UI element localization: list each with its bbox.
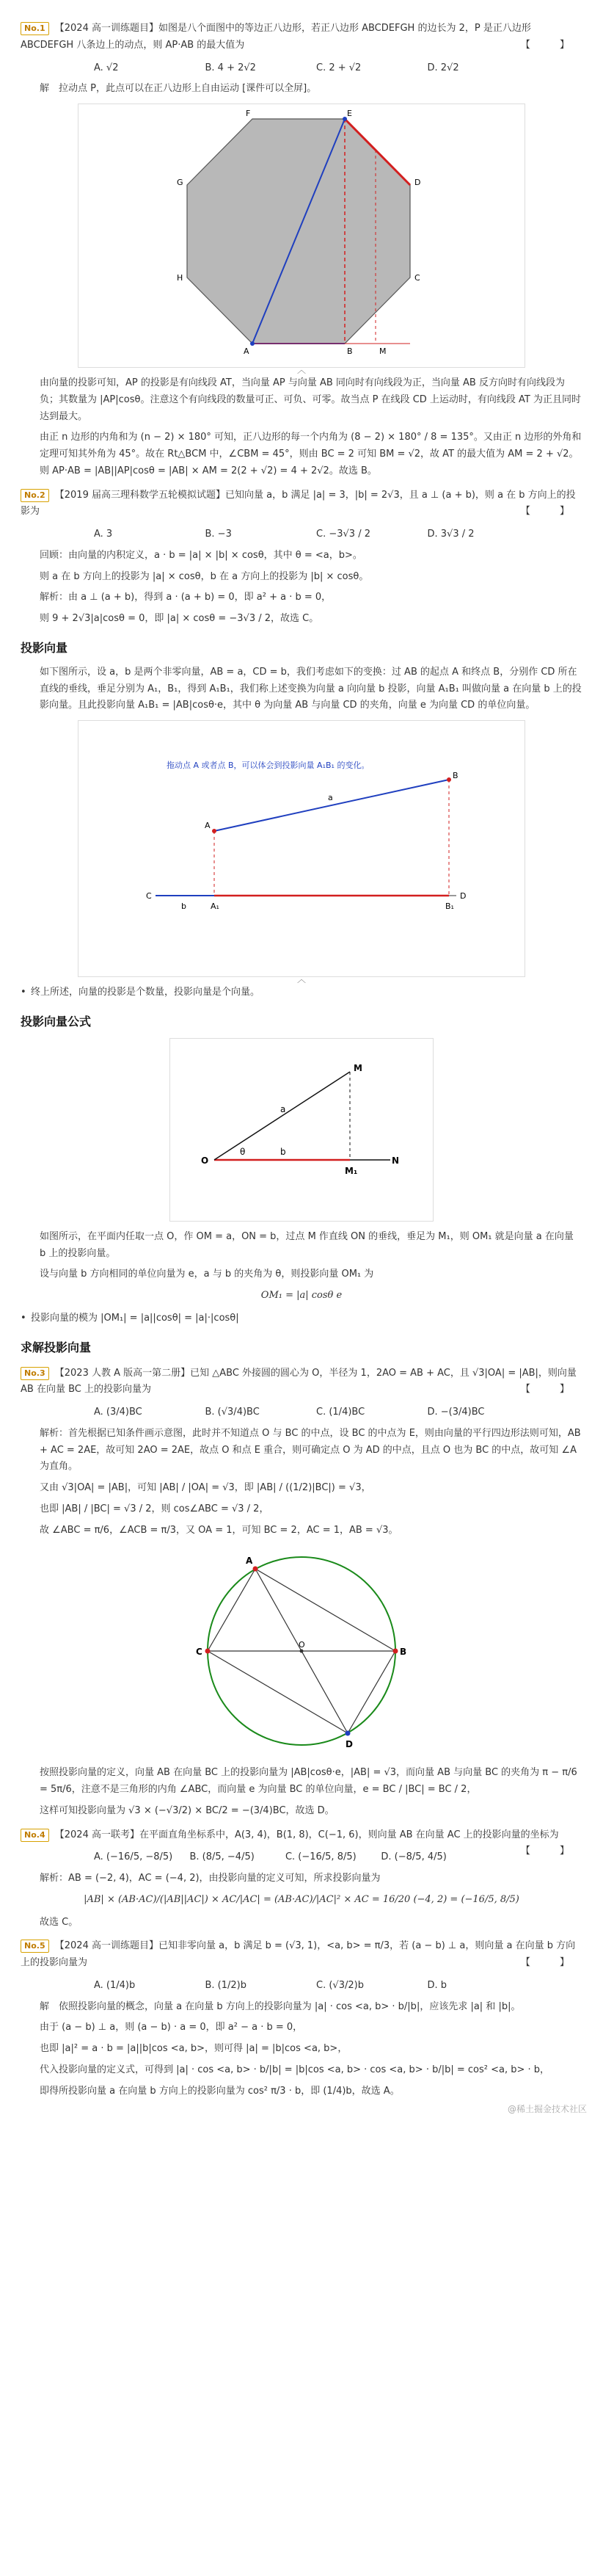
options-q2: [21, 525, 582, 548]
options-q1: [21, 59, 582, 81]
answer-bracket: 【 】: [520, 39, 582, 51]
collapse-caret-icon[interactable]: ︿: [296, 973, 306, 984]
projection-diagram[interactable]: [78, 721, 526, 968]
q3-solution-1: 解析：首先根据已知条件画示意图，此时并不知道点 O 与 BC 的中点，设 BC 的中点为 E，则由向量的平行四边形法则可知，AB + AC = 2AE，故可知 2AO = 2AE，故点 O 和点 E 重合，则可确定点 O 为 AD 的中点，且点 O 也为 BC 的中点，故可知 ∠A 为直角。: [40, 1427, 581, 1473]
label-m1: M₁: [345, 1165, 358, 1176]
option: A. (−16/5, −8/5): [94, 1851, 173, 1863]
option: A. √2: [94, 62, 119, 73]
vector-ab: [214, 780, 449, 831]
label-m: M: [379, 347, 387, 356]
section-title-solve: 求解投影向量: [21, 1340, 92, 1354]
projection-formula: OM₁ = |a| cosθ e: [260, 1290, 343, 1301]
question-stem: 【2023 人教 A 版高一第二册】已知 △ABC 外接圆的圆心为 O，半径为 1，2AO = AB + AC，且 √3|OA| = |AB|，则向量 AB 在向量 BC 上的投影向量为: [21, 1367, 577, 1396]
q5-solution-3: 也即 |a|² = a · b = |a||b|cos <a, b>，则可得 |a| = |b|cos <a, b>，: [40, 2043, 348, 2054]
options-q4: [21, 1848, 521, 1871]
projection-paragraph: 如下图所示，设 a，b 是两个非零向量，AB = a，CD = b，我们考虑如下的变换：过 AB 的起点 A 和终点 B，分别作 CD 所在直线的垂线，垂足分别为 A₁，B₁，得到 A₁B₁，我们称上述变换为向量 a 向向量 b 投影，向量 A₁B₁ 叫做向量 a 在向量 b 上的投影向量。且此投影向量 A₁B₁ = |AB|cosθ·e，其中 θ 为向量 AB 与向量 CD 的夹角，向量 e 为向量 CD 的单位向量。: [40, 666, 582, 711]
option: B. (1/2)b: [205, 1979, 247, 1991]
question-tag: No.5: [21, 1940, 49, 1953]
question-tag: No.2: [21, 489, 49, 502]
question-stem: 【2024 高一训练题目】如图是八个面图中的等边正八边形，若正八边形 ABCDEFGH 的边长为 2，P 是正八边形 ABCDEFGH 八条边上的动点，则 AP·AB 的最大值为: [21, 23, 531, 51]
line-cd: [208, 1651, 348, 1733]
label-d: D: [460, 891, 467, 901]
q5-solution-2: 由于 (a − b) ⊥ a，则 (a − b) · a = 0，即 a² − a · b = 0，: [40, 2022, 303, 2033]
watermark: @稀土掘金技术社区: [507, 2104, 587, 2115]
label-d: D: [414, 178, 421, 187]
label-f: F: [246, 109, 251, 118]
circle-diagram: [169, 1545, 434, 1757]
label-e: E: [347, 109, 352, 118]
label-a: A: [205, 821, 211, 830]
answer-bracket: 【 】: [520, 1384, 582, 1396]
section-title-formula: 投影向量公式: [21, 1014, 92, 1028]
label-h: H: [177, 273, 183, 283]
q3-solution-5: 按照投影向量的定义，向量 AB 在向量 BC 上的投影向量为 |AB|cosθ·e，|AB| = √3，而向量 AB 与向量 BC 的夹角为 π − π/6 = 5π/6，注意不是三角形的内角 ∠ABC，而向量 e 为向量 BC 的单位向量，e = BC / |BC| = BC / 2，: [40, 1767, 577, 1795]
analysis-1: 由向量的投影可知，AP 的投影是有向线段 AT，当向量 AP 与向量 AB 同向时有向线段为正，当向量 AB 反方向时有向线段为负；其数量为 |AP|cosθ。注意这个有向线段的数量可正、可负、可零。故当点 P 在线段 CD 上运动时，有向线段 AT 为正且同时达到最大。: [40, 377, 581, 422]
q4-solution-3: 故选 C。: [40, 1916, 78, 1928]
label-d: D: [346, 1739, 353, 1750]
collapse-caret-icon[interactable]: ︿: [296, 364, 306, 375]
q5-solution-5: 即得所投影向量 a 在向量 b 方向上的投影向量为 cos² π/3 · b，即 (1/4)b，故选 A。: [40, 2085, 400, 2097]
circle-figure: [169, 1545, 434, 1757]
label-a1: A₁: [211, 901, 219, 911]
option: A. 3: [94, 529, 113, 540]
label-b1: B₁: [445, 901, 454, 911]
label-b: B: [400, 1647, 407, 1658]
point-a: [253, 1567, 258, 1572]
answer-bracket: 【 】: [520, 1957, 582, 1968]
point-d: [346, 1731, 351, 1736]
label-g: G: [177, 178, 183, 187]
projection-bullet: • 终上所述，向量的投影是个数量，投影向量是个向量。: [21, 984, 582, 1001]
formula-bullet: • 投影向量的模为 |OM₁| = |a||cosθ| = |a|·|cosθ|: [21, 1310, 582, 1327]
option: B. 4 + 2√2: [205, 62, 256, 73]
option: B. (8/5, −4/5): [189, 1851, 255, 1863]
option: A. (3/4)BC: [94, 1407, 142, 1418]
point-c: [205, 1649, 211, 1654]
question-stem: 【2019 届高三理科数学五轮模拟试题】已知向量 a，b 满足 |a| = 3，|b| = 2√3，且 a ⊥ (a + b)，则 a 在 b 方向上的投影为: [21, 489, 576, 518]
label-m: M: [354, 1062, 362, 1073]
octagon-figure[interactable]: [78, 104, 525, 375]
label-b: B: [347, 347, 353, 356]
point-b: [393, 1649, 398, 1654]
figure-hint: 拖动点 A 或者点 B，可以体会到投影向量 A₁B₁ 的变化。: [167, 761, 370, 770]
q5-solution-1: 解 依照投影向量的概念，向量 a 在向量 b 方向上的投影向量为 |a| · cos <a, b> · b/|b|，应该先求 |a| 和 |b|。: [40, 2000, 521, 2012]
formula-diagram: [170, 1039, 434, 1222]
point-b[interactable]: [447, 777, 451, 782]
q3-solution-3: 也即 |AB| / |BC| = √3 / 2，则 cos∠ABC = √3 / 2，: [40, 1503, 269, 1514]
option: A. (1/4)b: [94, 1979, 136, 1991]
option: D. −(3/4)BC: [427, 1407, 485, 1418]
formula-paragraph-2: 设与向量 b 方向相同的单位向量为 e，a 与 b 的夹角为 θ，则投影向量 OM₁ 为: [40, 1269, 374, 1280]
option: C. (−16/5, 8/5): [285, 1851, 357, 1863]
note-text: 则 a 在 b 方向上的投影为 |a| × cosθ，b 在 a 方向上的投影为 |b| × cosθ。: [40, 570, 369, 582]
line-bd: [348, 1651, 395, 1733]
option: B. −3: [205, 529, 232, 540]
question-2: [21, 487, 582, 521]
q3-solution-6: 这样可知投影向量为 √3 × (−√3/2) × BC/2 = −(3/4)BC，故选 D。: [40, 1804, 335, 1816]
section-title-projection: 投影向量: [21, 640, 68, 655]
q3-solution-2: 又由 √3|OA| = |AB|，可知 |AB| / |OA| = √3，即 |AB| / ((1/2)|BC|) = √3，: [40, 1482, 371, 1493]
option: D. 3√3 / 2: [427, 529, 475, 540]
label-c: C: [146, 891, 152, 901]
option: C. 2 + √2: [316, 62, 362, 73]
question-stem: 【2024 高一联考】在平面直角坐标系中，A(3, 4)，B(1, 8)，C(−1, 6)，则向量 AB 在向量 AC 上的投影向量的坐标为: [54, 1829, 559, 1840]
label-vec-b: b: [181, 901, 186, 911]
step-1: 解析：由 a ⊥ (a + b)，得到 a · (a + b) = 0，即 a² + a · b = 0，: [40, 592, 332, 603]
question-1: [21, 21, 582, 54]
formula-figure: [169, 1038, 434, 1222]
option: C. −3√3 / 2: [316, 529, 370, 540]
point-a[interactable]: [250, 341, 255, 346]
question-5: [21, 1938, 582, 1972]
question-tag: No.4: [21, 1829, 49, 1842]
q4-formula: |AB| × (AB·AC)/(|AB||AC|) × AC/|AC| = (AB·AC)/|AC|² × AC = 16/20 (−4, 2) = (−16/5, 8/5): [84, 1893, 519, 1905]
triangle-abc: [208, 1569, 395, 1651]
option: D. (−8/5, 4/5): [381, 1851, 447, 1863]
question-stem: 【2024 高一训练题目】已知非零向量 a，b 满足 b = (√3, 1)，<a, b> = π/3，若 (a − b) ⊥ a，则向量 a 在向量 b 方向上的投影向量为: [21, 1940, 576, 1968]
projection-figure[interactable]: [78, 720, 525, 984]
option: C. (1/4)BC: [316, 1407, 365, 1418]
analysis-2: 由正 n 边形的内角和为 (n − 2) × 180° 可知，正八边形的每一个内角为 (8 − 2) × 180° / 8 = 135°。又由正 n 边形的外角和定理可知其外角为 45°。故在 Rt△BCM 中，∠CBM = 45°，则由 BC = 2 可知 BM = √2，故 AT 的最大值为 AM = 2 + √2。则 AP·AB = |AB||AP|cosθ = |AB| × AM = 2(2 + √2) = 4 + 2√2。故选 B。: [40, 432, 582, 476]
label-o: O: [299, 1640, 305, 1650]
q5-solution-4: 代入投影向量的定义式，可得到 |a| · cos <a, b> · b/|b| = |b|cos <a, b> · cos <a, b> · b/|b| = cos² <a, b> · b，: [40, 2064, 550, 2075]
label-c: C: [414, 273, 420, 283]
q4-solution-1: 解析：AB = (−2, 4)，AC = (−4, 2)，由投影向量的定义可知，所求投影向量为: [40, 1873, 381, 1884]
label-a: A: [246, 1556, 253, 1567]
q3-solution-4: 故 ∠ABC = π/6，∠ACB = π/3，又 OA = 1，可知 BC = 2，AC = 1，AB = √3。: [40, 1524, 398, 1536]
formula-paragraph-1: 如图所示，在平面内任取一点 O，作 OM = a，ON = b，过点 M 作直线 ON 的垂线，垂足为 M₁，则 OM₁ 就是向量 a 在向量 b 上的投影向量。: [40, 1230, 574, 1259]
options-q3: [21, 1403, 582, 1426]
answer-bracket: 【 】: [520, 506, 582, 518]
label-b: B: [453, 771, 458, 780]
point-o: [300, 1650, 304, 1653]
option: B. (√3/4)BC: [205, 1407, 260, 1418]
answer-bracket: 【 】: [520, 1846, 582, 1857]
option: D. b: [427, 1979, 447, 1991]
solution-lead: 解 拉动点 P，此点可以在正八边形上自由运动 [课件可以全屏]。: [40, 83, 317, 95]
label-c: C: [196, 1647, 202, 1658]
option: C. (√3/2)b: [316, 1979, 364, 1991]
step-2: 则 9 + 2√3|a|cosθ = 0，即 |a| × cosθ = −3√3 / 2，故选 C。: [40, 613, 319, 624]
question-3: [21, 1365, 582, 1399]
label-a: A: [244, 347, 249, 356]
question-tag: No.1: [21, 22, 49, 35]
label-n: N: [392, 1155, 400, 1166]
options-q5: [21, 1976, 582, 1999]
label-theta: θ: [240, 1146, 246, 1157]
review-text: 回顾：由向量的内积定义，a · b = |a| × |b| × cosθ，其中 θ = <a，b>。: [40, 549, 362, 561]
label-o: O: [201, 1155, 209, 1166]
label-vec-b: b: [280, 1146, 286, 1157]
question-tag: No.3: [21, 1367, 49, 1380]
option: D. 2√2: [427, 62, 459, 73]
octagon-diagram[interactable]: [78, 104, 526, 358]
label-vec-a: a: [280, 1103, 286, 1114]
point-a[interactable]: [212, 829, 216, 833]
label-vec-a: a: [328, 793, 333, 802]
